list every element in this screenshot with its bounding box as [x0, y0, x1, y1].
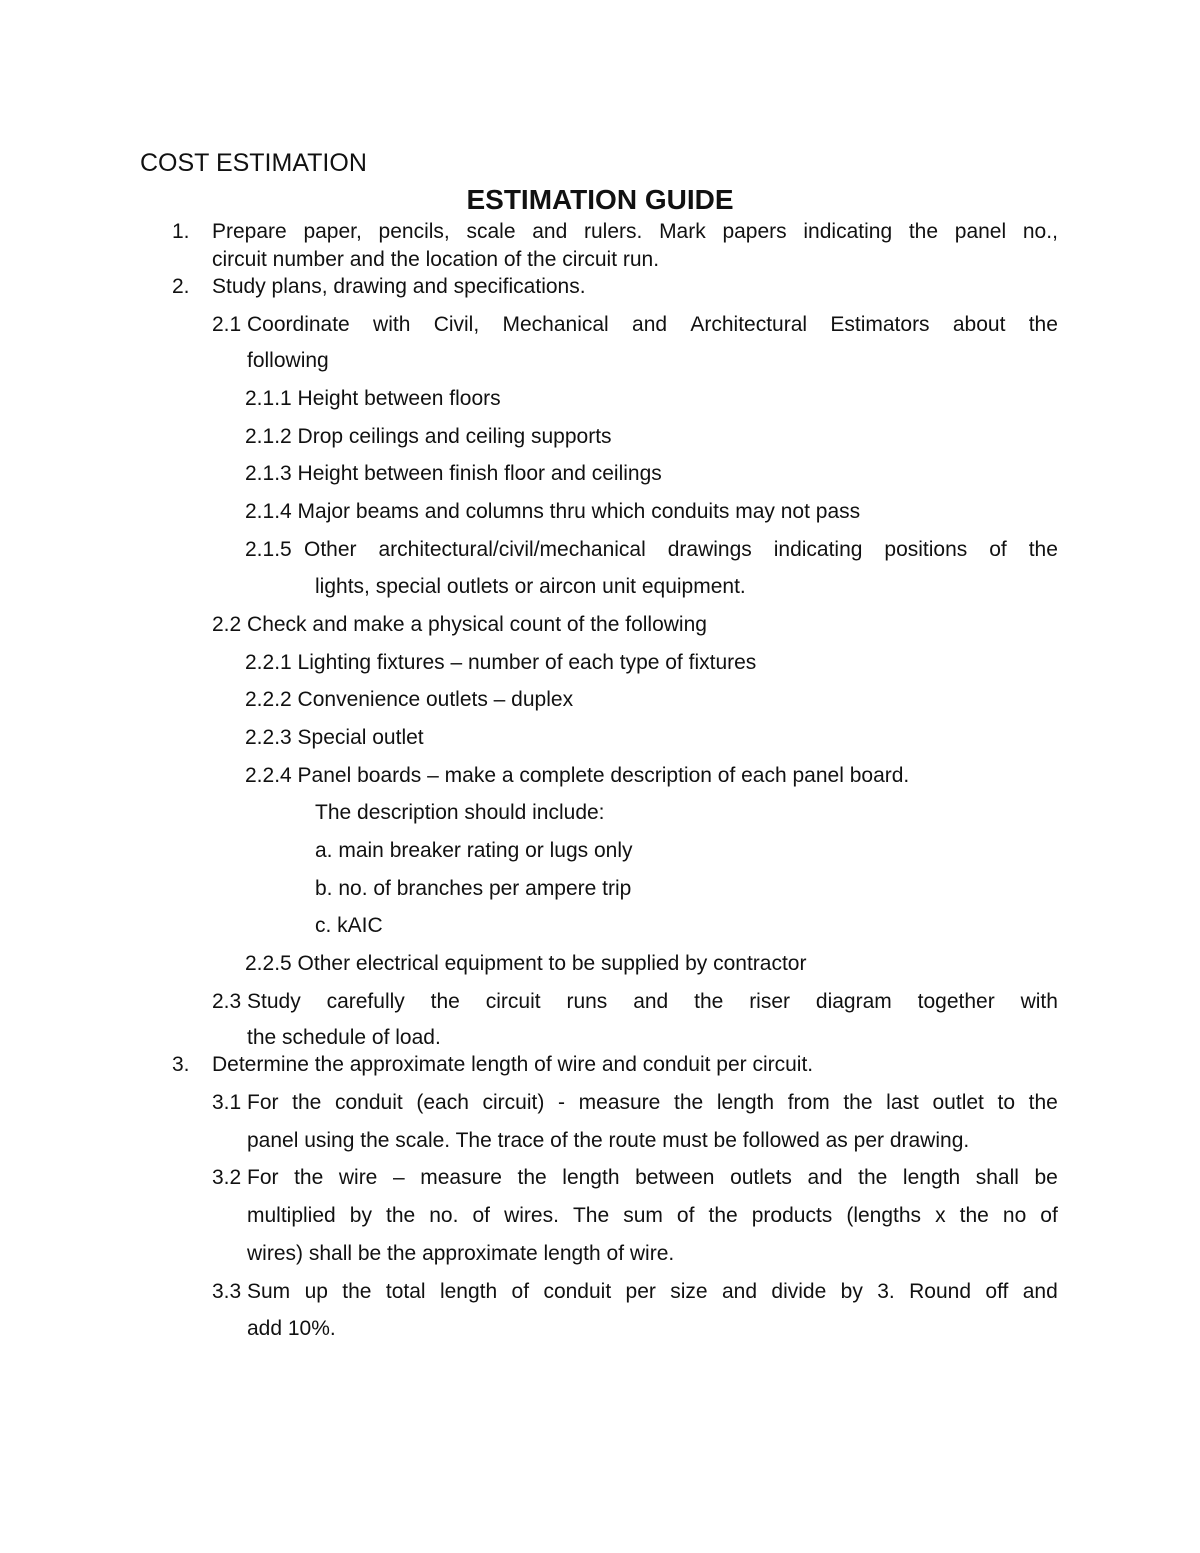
- word: total: [385, 1280, 426, 1303]
- word: riser: [749, 990, 791, 1013]
- word: the: [292, 1091, 322, 1114]
- word: Mechanical: [502, 313, 609, 336]
- word: circuit: [485, 990, 541, 1013]
- word: circuit): [482, 1091, 545, 1114]
- word: Civil,: [433, 313, 480, 336]
- subitem-2-2-4-c: c. kAIC: [315, 914, 383, 937]
- subitem-2-1-1: 2.1.1 Height between floors: [245, 387, 501, 410]
- word: (lengths: [846, 1204, 922, 1227]
- word: of: [676, 1204, 695, 1227]
- word: per: [625, 1280, 656, 1303]
- word: drawings: [667, 538, 752, 561]
- word: Study: [247, 990, 301, 1013]
- word: by: [349, 1204, 372, 1227]
- subitem-2-2-3: 2.2.3 Special outlet: [245, 726, 424, 749]
- subitem-2-1-5-line-1: [304, 536, 1058, 564]
- word: length: [439, 1280, 498, 1303]
- word: measure: [420, 1166, 502, 1189]
- word: with: [1020, 990, 1058, 1013]
- word: x: [935, 1204, 946, 1227]
- word: conduit: [543, 1280, 612, 1303]
- word: about: [952, 313, 1006, 336]
- word: length: [562, 1166, 620, 1189]
- word: conduit: [334, 1091, 403, 1114]
- subitem-2-1-5-number: 2.1.5: [245, 538, 292, 561]
- item-2-number: 2.: [172, 275, 190, 298]
- word: and: [633, 990, 669, 1013]
- word: indicating: [803, 220, 893, 243]
- word: the: [673, 1091, 704, 1114]
- word: the: [694, 990, 724, 1013]
- word: length: [716, 1091, 775, 1114]
- subitem-2-3-number: 2.3: [212, 990, 242, 1013]
- word: multiplied: [247, 1204, 336, 1227]
- word: last: [886, 1091, 919, 1114]
- word: Sum: [247, 1280, 291, 1303]
- word: of: [989, 538, 1007, 561]
- word: from: [787, 1091, 830, 1114]
- word: 3.: [877, 1280, 895, 1303]
- item-1-line-1: [212, 218, 1058, 246]
- word: the: [430, 990, 460, 1013]
- word: Other: [304, 538, 357, 561]
- word: and: [1022, 1280, 1058, 1303]
- word: outlets: [730, 1166, 792, 1189]
- word: Estimators: [830, 313, 930, 336]
- word: divide: [771, 1280, 827, 1303]
- word: panel: [954, 220, 1007, 243]
- subitem-2-1-4: 2.1.4 Major beams and columns thru which conduits may not pass: [245, 500, 861, 523]
- word: size: [670, 1280, 708, 1303]
- word: between: [635, 1166, 715, 1189]
- word: and: [632, 313, 668, 336]
- subitem-3-1-line-1: [247, 1089, 1058, 1117]
- subitem-3-2-line-2: [247, 1202, 1058, 1230]
- item-3-text: Determine the approximate length of wire and conduit per circuit.: [212, 1053, 814, 1076]
- word: sum: [623, 1204, 663, 1227]
- word: indicating: [773, 538, 863, 561]
- subitem-2-1-line-1: [247, 311, 1058, 339]
- word: and: [722, 1280, 758, 1303]
- word: of: [472, 1204, 491, 1227]
- word: the: [294, 1166, 324, 1189]
- word: the: [843, 1091, 873, 1114]
- item-1-line-2: circuit number and the location of the circuit run.: [212, 248, 660, 271]
- doc-title: ESTIMATION GUIDE: [466, 184, 734, 215]
- subitem-3-2-number: 3.2: [212, 1166, 242, 1189]
- word: the: [858, 1166, 888, 1189]
- word: by: [840, 1280, 863, 1303]
- word: pencils,: [378, 220, 450, 243]
- subitem-2-2-4-a: a. main breaker rating or lugs only: [315, 839, 633, 862]
- word: the: [1028, 1091, 1058, 1114]
- word: diagram: [815, 990, 892, 1013]
- subitem-3-3-line-2: add 10%.: [247, 1317, 336, 1340]
- word: shall: [975, 1166, 1019, 1189]
- word: scale: [466, 220, 516, 243]
- subitem-2-1-line-2: following: [247, 349, 329, 372]
- word: runs: [566, 990, 608, 1013]
- word: positions: [884, 538, 968, 561]
- word: be: [1034, 1166, 1058, 1189]
- item-2-text: Study plans, drawing and specifications.: [212, 275, 586, 298]
- subitem-3-2-line-3: wires) shall be the approximate length of wire.: [247, 1242, 675, 1265]
- word: measure: [578, 1091, 661, 1114]
- subitem-3-2-line-1: [247, 1164, 1058, 1192]
- word: wire: [338, 1166, 378, 1189]
- subitem-3-3-number: 3.3: [212, 1280, 242, 1303]
- word: rulers.: [583, 220, 643, 243]
- subitem-2-2-4-b: b. no. of branches per ampere trip: [315, 877, 632, 900]
- word: the: [1028, 313, 1058, 336]
- subitem-2-1-5-line-2: lights, special outlets or aircon unit equipment.: [315, 575, 746, 598]
- word: For: [247, 1166, 279, 1189]
- item-3-number: 3.: [172, 1053, 190, 1076]
- subitem-2-1-2: 2.1.2 Drop ceilings and ceiling supports: [245, 425, 612, 448]
- word: paper,: [303, 220, 362, 243]
- doc-heading: COST ESTIMATION: [140, 149, 367, 177]
- word: the: [959, 1204, 989, 1227]
- word: no.,: [1022, 220, 1058, 243]
- subitem-2-1-number: 2.1: [212, 313, 242, 336]
- word: the: [908, 220, 939, 243]
- subitem-2-2-4: 2.2.4 Panel boards – make a complete description of each panel board.: [245, 764, 910, 787]
- word: carefully: [326, 990, 405, 1013]
- item-1-number: 1.: [172, 220, 190, 243]
- subitem-2-2-1: 2.2.1 Lighting fixtures – number of each type of fixtures: [245, 651, 757, 674]
- word: to: [997, 1091, 1016, 1114]
- word: with: [373, 313, 411, 336]
- word: Mark: [659, 220, 706, 243]
- word: –: [392, 1166, 405, 1189]
- subitem-3-1-number: 3.1: [212, 1091, 242, 1114]
- word: off: [985, 1280, 1009, 1303]
- word: together: [917, 990, 995, 1013]
- word: and: [532, 220, 568, 243]
- subitem-2-1-3: 2.1.3 Height between finish floor and ceilings: [245, 462, 662, 485]
- word: the: [517, 1166, 547, 1189]
- subitem-3-1-line-2: panel using the scale. The trace of the route must be followed as per drawing.: [247, 1129, 970, 1152]
- word: of: [511, 1280, 530, 1303]
- word: of: [1040, 1204, 1058, 1227]
- word: no: [1002, 1204, 1027, 1227]
- subitem-3-3-line-1: [247, 1278, 1058, 1306]
- word: no.: [429, 1204, 459, 1227]
- word: Prepare: [212, 220, 287, 243]
- word: papers: [722, 220, 787, 243]
- word: the: [386, 1204, 416, 1227]
- word: up: [304, 1280, 328, 1303]
- subitem-2-2-4-description: The description should include:: [315, 801, 605, 824]
- word: the: [1028, 538, 1058, 561]
- word: products: [751, 1204, 833, 1227]
- word: outlet: [932, 1091, 984, 1114]
- word: (each: [416, 1091, 469, 1114]
- subitem-2-3-line-1: [247, 988, 1058, 1016]
- word: The: [572, 1204, 610, 1227]
- word: Coordinate: [247, 313, 350, 336]
- word: the: [708, 1204, 738, 1227]
- word: wires.: [504, 1204, 559, 1227]
- subitem-2-2: 2.2 Check and make a physical count of the following: [212, 613, 707, 636]
- word: Round: [909, 1280, 972, 1303]
- word: the: [342, 1280, 372, 1303]
- subitem-2-3-line-2: the schedule of load.: [247, 1026, 441, 1049]
- word: architectural/civil/mechanical: [378, 538, 646, 561]
- subitem-2-2-5: 2.2.5 Other electrical equipment to be supplied by contractor: [245, 952, 807, 975]
- subitem-2-2-2: 2.2.2 Convenience outlets – duplex: [245, 688, 574, 711]
- word: length: [902, 1166, 961, 1189]
- word: For: [247, 1091, 279, 1114]
- word: Architectural: [690, 313, 808, 336]
- word: -: [558, 1091, 565, 1114]
- word: and: [807, 1166, 843, 1189]
